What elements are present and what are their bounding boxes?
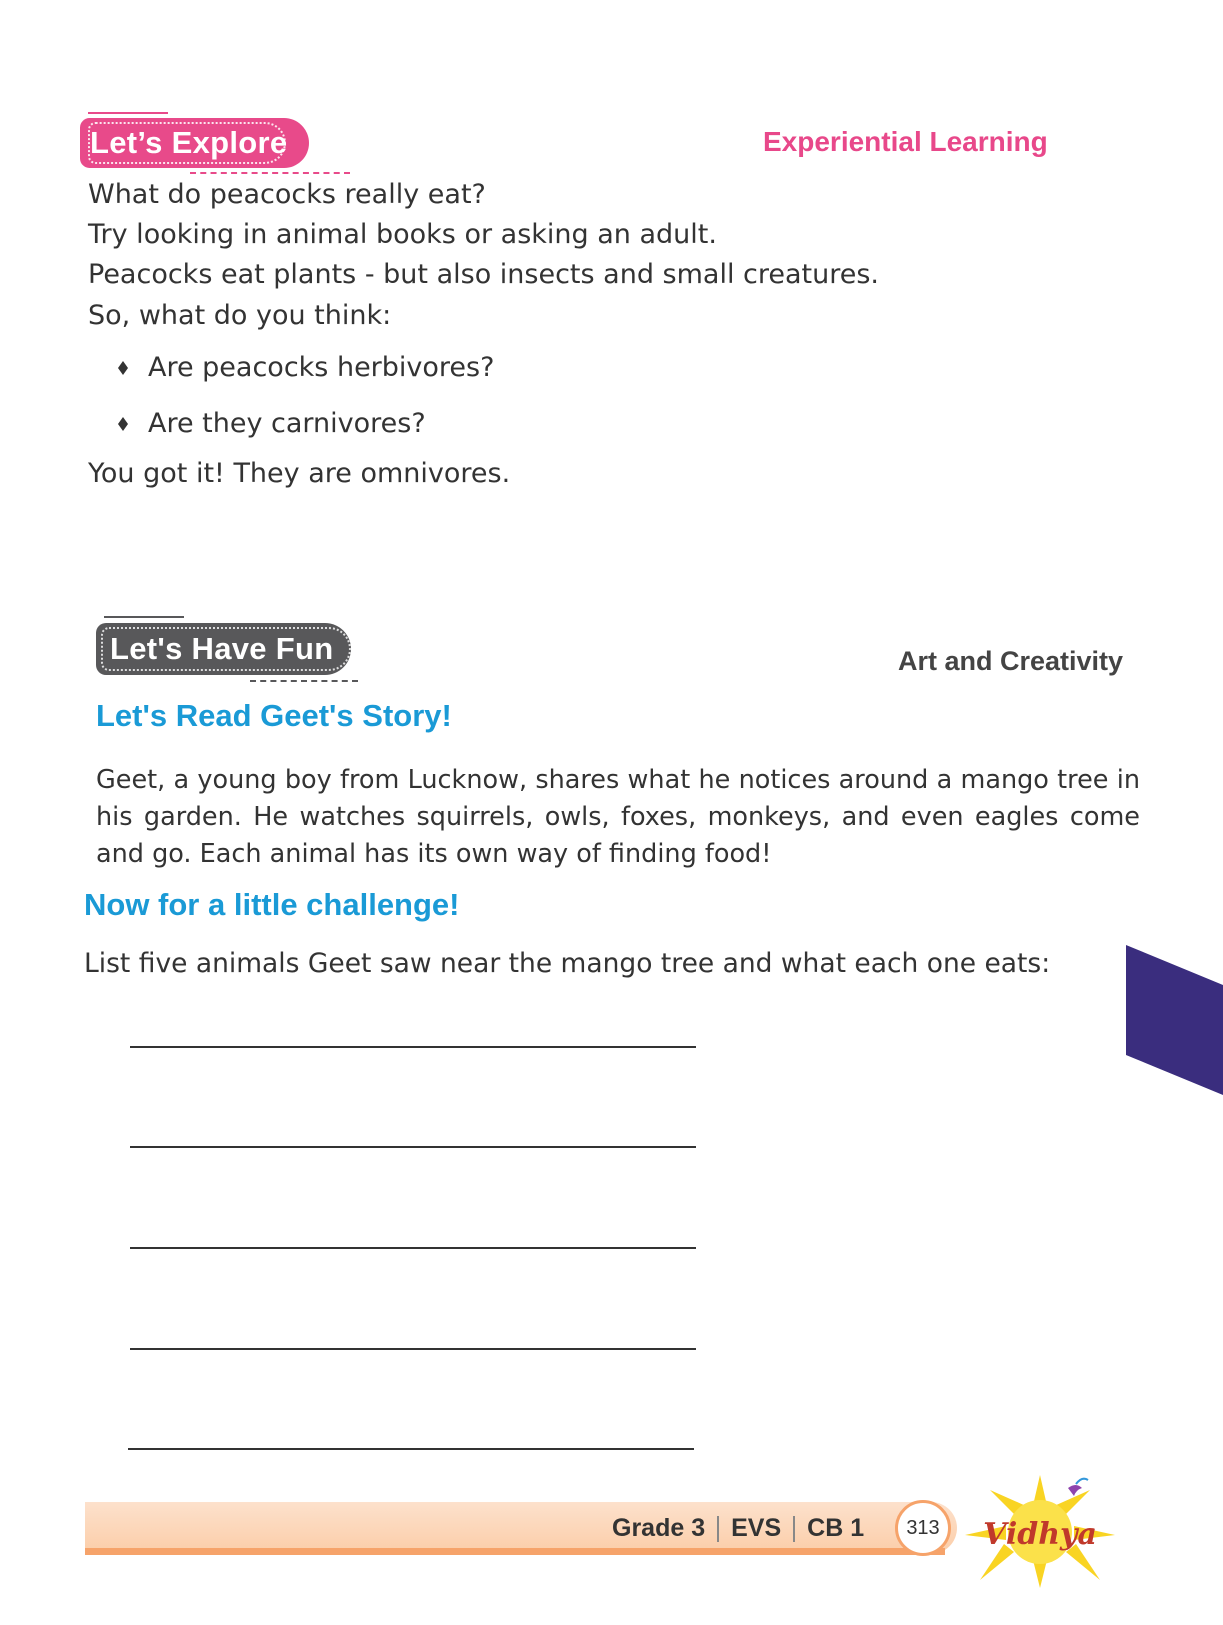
answer-line-5[interactable] (128, 1448, 694, 1450)
lets-explore-title: Let’s Explore (90, 125, 288, 160)
svg-text:Vidhya: Vidhya (983, 1517, 1097, 1552)
bullet-text: Are they carnivores? (148, 408, 426, 439)
explore-line-2: Try looking in animal books or asking an adult. (88, 219, 717, 250)
badge-decor-line (250, 680, 358, 682)
answer-line-1[interactable] (130, 1046, 696, 1048)
footer-stripe (85, 1548, 945, 1555)
challenge-instruction: List five animals Geet saw near the mango tree and what each one eats: (84, 948, 1051, 979)
art-and-creativity-label: Art and Creativity (898, 646, 1124, 676)
footer-info (612, 1514, 864, 1543)
badge-dotted-border (101, 627, 351, 671)
footer-book: CB 1 (807, 1514, 865, 1542)
explore-line-3: Peacocks eat plants - but also insects and small creatures. (88, 259, 880, 290)
badge-dotted-border (88, 122, 286, 164)
answer-line-2[interactable] (130, 1146, 696, 1148)
lets-have-fun-title: Let's Have Fun (110, 631, 334, 666)
explore-line-1: What do peacocks really eat? (88, 179, 486, 210)
footer-divider (793, 1516, 795, 1542)
page-number: 313 (895, 1500, 951, 1556)
answer-line-3[interactable] (130, 1247, 696, 1249)
chapter-side-tab (1126, 945, 1223, 1095)
vidhya-logo-icon (950, 1470, 1130, 1590)
story-heading: Let's Read Geet's Story! (96, 698, 452, 733)
experiential-learning-label: Experiential Learning (763, 126, 1048, 157)
footer-grade: Grade 3 (612, 1514, 706, 1542)
challenge-heading: Now for a little challenge! (84, 887, 460, 922)
explore-line-4: So, what do you think: (88, 300, 392, 331)
badge-decor-line (104, 616, 184, 618)
footer-subject: EVS (731, 1514, 782, 1542)
bullet-text: Are peacocks herbivores? (148, 352, 495, 383)
bullet-item (118, 408, 426, 439)
diamond-bullet-icon (118, 417, 128, 431)
explore-conclusion: You got it! They are omnivores. (88, 458, 511, 489)
diamond-bullet-icon (118, 361, 128, 375)
footer-divider (717, 1516, 719, 1542)
story-paragraph: Geet, a young boy from Lucknow, shares what he notices around a mango tree in his garden. He watches squirrels, owls, foxes, monkeys, and even eagles come and go. Each animal has its own way of finding food! (96, 765, 1140, 869)
bullet-item (118, 352, 494, 383)
answer-line-4[interactable] (130, 1348, 696, 1350)
